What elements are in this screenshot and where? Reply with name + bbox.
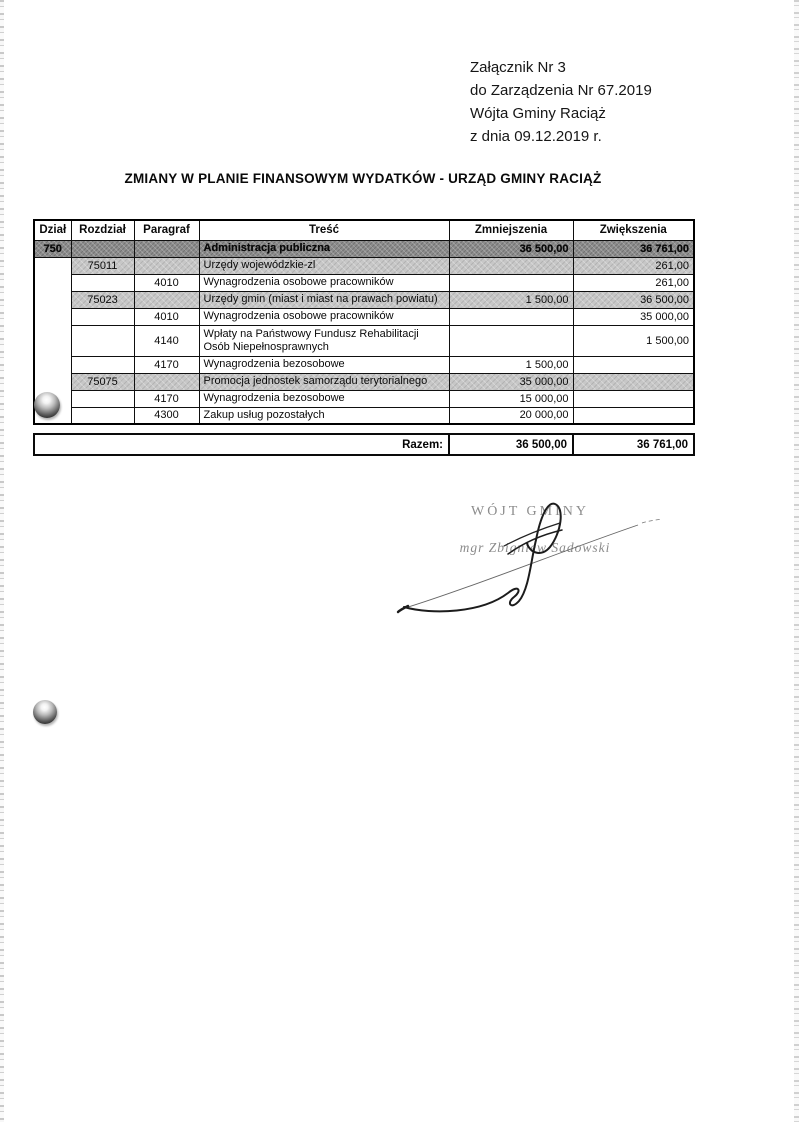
cell-rozdzial: 75023 (71, 291, 134, 308)
cell-zwiekszenia: 1 500,00 (573, 325, 694, 356)
totals-zwiekszenia: 36 761,00 (573, 434, 694, 455)
annex-header (470, 56, 652, 148)
cell-zwiekszenia (573, 373, 694, 390)
cell-zwiekszenia (573, 407, 694, 424)
cell-tresc: Wynagrodzenia bezosobowe (199, 356, 449, 373)
table-row (34, 407, 694, 424)
cell-rozdzial (71, 356, 134, 373)
cell-paragraf: 4300 (134, 407, 199, 424)
cell-tresc: Wynagrodzenia osobowe pracowników (199, 308, 449, 325)
stamp-title: WÓJT GMINY (470, 504, 589, 519)
totals-row (34, 434, 694, 455)
signature-block (390, 488, 690, 628)
cell-rozdzial (71, 274, 134, 291)
cell-paragraf (134, 291, 199, 308)
budget-changes-table (33, 219, 695, 425)
cell-rozdzial (71, 240, 134, 257)
cell-tresc: Wpłaty na Państwowy Fundusz Rehabilitacji Osób Niepełnosprawnych (199, 325, 449, 356)
stamp-name: mgr Zbigniew Sadowski (459, 540, 611, 555)
document-title: ZMIANY W PLANIE FINANSOWYM WYDATKÓW - URZĄD GMINY RACIĄŻ (124, 171, 602, 186)
annex-header-line: z dnia 09.12.2019 r. (470, 128, 602, 145)
cell-zwiekszenia: 261,00 (573, 257, 694, 274)
cell-zmniejszenia (449, 274, 573, 291)
cell-zmniejszenia: 35 000,00 (449, 373, 573, 390)
table-body (34, 240, 694, 424)
cell-paragraf: 4010 (134, 274, 199, 291)
hole-punch-mark (33, 700, 57, 724)
cell-paragraf (134, 240, 199, 257)
cell-paragraf (134, 257, 199, 274)
table-header-row (34, 220, 694, 240)
handwritten-signature (390, 488, 690, 628)
col-header-rozdzial: Rozdział (71, 220, 134, 240)
cell-zmniejszenia (449, 257, 573, 274)
table-row (34, 257, 694, 274)
cell-zwiekszenia (573, 356, 694, 373)
table-row (34, 390, 694, 407)
table-row (34, 325, 694, 356)
annex-header-line: Wójta Gminy Raciąż (470, 105, 606, 122)
col-header-tresc: Treść (199, 220, 449, 240)
scan-artifact-right-edge (794, 0, 799, 1122)
cell-tresc: Urzędy gmin (miast i miast na prawach powiatu) (199, 291, 449, 308)
annex-header-line: Załącznik Nr 3 (470, 59, 566, 76)
col-header-paragraf: Paragraf (134, 220, 199, 240)
annex-header-line: do Zarządzenia Nr 67.2019 (470, 82, 652, 99)
cell-zmniejszenia: 1 500,00 (449, 356, 573, 373)
cell-rozdzial (71, 407, 134, 424)
table-row (34, 308, 694, 325)
cell-zmniejszenia: 20 000,00 (449, 407, 573, 424)
cell-paragraf: 4170 (134, 356, 199, 373)
cell-tresc: Urzędy wojewódzkie-zl (199, 257, 449, 274)
totals-table (33, 433, 695, 456)
table-row (34, 373, 694, 390)
cell-tresc: Promocja jednostek samorządu terytorialnego (199, 373, 449, 390)
cell-zwiekszenia: 36 761,00 (573, 240, 694, 257)
cell-zmniejszenia: 36 500,00 (449, 240, 573, 257)
cell-tresc: Wynagrodzenia osobowe pracowników (199, 274, 449, 291)
table-row (34, 291, 694, 308)
cell-dzial: 750 (34, 240, 71, 257)
cell-paragraf: 4010 (134, 308, 199, 325)
table-row (34, 356, 694, 373)
cell-tresc: Administracja publiczna (199, 240, 449, 257)
hole-punch-mark (34, 392, 60, 418)
totals-label: Razem: (34, 434, 449, 455)
cell-paragraf: 4170 (134, 390, 199, 407)
cell-zwiekszenia: 261,00 (573, 274, 694, 291)
col-header-zwiekszenia: Zwiększenia (573, 220, 694, 240)
cell-paragraf (134, 373, 199, 390)
col-header-zmniejszenia: Zmniejszenia (449, 220, 573, 240)
cell-zwiekszenia: 36 500,00 (573, 291, 694, 308)
cell-tresc: Wynagrodzenia bezosobowe (199, 390, 449, 407)
cell-tresc: Zakup usług pozostałych (199, 407, 449, 424)
table-row (34, 240, 694, 257)
col-header-dzial: Dział (34, 220, 71, 240)
cell-zmniejszenia: 15 000,00 (449, 390, 573, 407)
cell-rozdzial (71, 390, 134, 407)
cell-zwiekszenia: 35 000,00 (573, 308, 694, 325)
cell-paragraf: 4140 (134, 325, 199, 356)
cell-rozdzial: 75011 (71, 257, 134, 274)
cell-zmniejszenia (449, 308, 573, 325)
cell-zmniejszenia: 1 500,00 (449, 291, 573, 308)
cell-rozdzial (71, 308, 134, 325)
scan-artifact-left-edge (0, 0, 4, 1122)
cell-zwiekszenia (573, 390, 694, 407)
cell-rozdzial: 75075 (71, 373, 134, 390)
cell-rozdzial (71, 325, 134, 356)
table-row (34, 274, 694, 291)
totals-zmniejszenia: 36 500,00 (449, 434, 573, 455)
cell-zmniejszenia (449, 325, 573, 356)
